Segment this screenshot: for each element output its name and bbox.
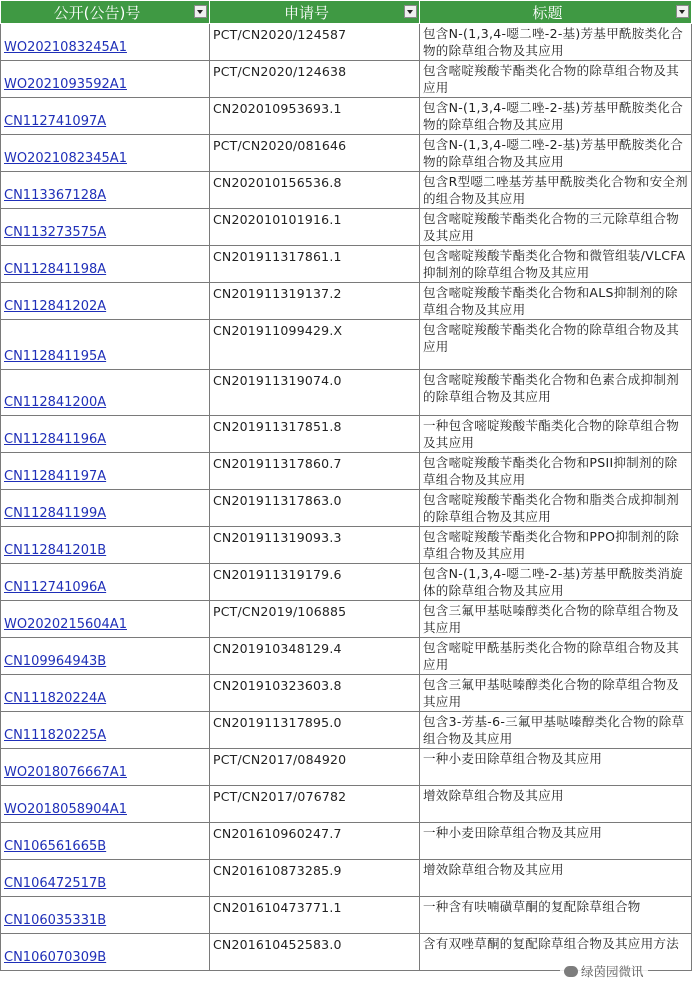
header-title: [420, 1, 692, 24]
table-row: [1, 416, 692, 453]
table-row: [1, 897, 692, 934]
pub-number-cell: [1, 675, 210, 712]
pub-number-link[interactable]: WO2021083245A1: [4, 40, 127, 55]
app-number-cell: CN202010156536.8: [210, 172, 420, 209]
title-cell: 包含R型噁二唑基芳基甲酰胺类化合物和安全剂的组合物及其应用: [420, 172, 692, 209]
pub-number-cell: [1, 370, 210, 416]
pub-number-cell: [1, 638, 210, 675]
title-cell: 包含N-(1,3,4-噁二唑-2-基)芳基甲酰胺类消旋体的除草组合物及其应用: [420, 564, 692, 601]
pub-number-cell: [1, 453, 210, 490]
table-row: [1, 453, 692, 490]
app-number-cell: CN201610452583.0: [210, 934, 420, 971]
title-cell: 包含三氟甲基哒嗪醇类化合物的除草组合物及其应用: [420, 675, 692, 712]
pub-number-cell: [1, 786, 210, 823]
pub-number-link[interactable]: CN113367128A: [4, 188, 107, 203]
title-cell: 增效除草组合物及其应用: [420, 786, 692, 823]
title-cell: 包含N-(1,3,4-噁二唑-2-基)芳基甲酰胺类化合物的除草组合物及其应用: [420, 98, 692, 135]
filter-dropdown-icon[interactable]: [194, 5, 207, 18]
table-row: [1, 675, 692, 712]
title-cell: 包含嘧啶甲酰基肟类化合物的除草组合物及其应用: [420, 638, 692, 675]
pub-number-link[interactable]: CN111820225A: [4, 728, 107, 743]
pub-number-link[interactable]: CN113273575A: [4, 225, 107, 240]
title-cell: 包含嘧啶羧酸苄酯类化合物和脂类合成抑制剂的除草组合物及其应用: [420, 490, 692, 527]
pub-number-link[interactable]: CN112841201B: [4, 543, 107, 558]
table-row: [1, 61, 692, 98]
pub-number-cell: [1, 601, 210, 638]
pub-number-link[interactable]: CN112841198A: [4, 262, 107, 277]
title-cell: 包含嘧啶羧酸苄酯类化合物和微管组装/VLCFA抑制剂的除草组合物及其应用: [420, 246, 692, 283]
title-cell: 包含嘧啶羧酸苄酯类化合物的除草组合物及其应用: [420, 320, 692, 370]
table-row: [1, 246, 692, 283]
table-row: [1, 823, 692, 860]
app-number-cell: CN201911317860.7: [210, 453, 420, 490]
pub-number-cell: [1, 24, 210, 61]
pub-number-link[interactable]: WO2021082345A1: [4, 151, 127, 166]
table-row: [1, 135, 692, 172]
app-number-cell: PCT/CN2020/124587: [210, 24, 420, 61]
pub-number-cell: [1, 934, 210, 971]
pub-number-link[interactable]: CN109964943B: [4, 654, 107, 669]
app-number-cell: PCT/CN2017/076782: [210, 786, 420, 823]
app-number-cell: CN201911317895.0: [210, 712, 420, 749]
pub-number-cell: [1, 416, 210, 453]
header-pub-label: 公开(公告)号: [53, 3, 141, 22]
pub-number-link[interactable]: WO2018058904A1: [4, 802, 127, 817]
wechat-icon: [564, 966, 578, 977]
app-number-cell: PCT/CN2017/084920: [210, 749, 420, 786]
pub-number-cell: [1, 135, 210, 172]
app-number-cell: CN201911317863.0: [210, 490, 420, 527]
table-row: [1, 601, 692, 638]
title-cell: 一种包含嘧啶羧酸苄酯类化合物的除草组合物及其应用: [420, 416, 692, 453]
app-number-cell: CN202010953693.1: [210, 98, 420, 135]
table-row: [1, 749, 692, 786]
app-number-cell: CN201911317851.8: [210, 416, 420, 453]
table-row: [1, 370, 692, 416]
pub-number-link[interactable]: CN112841196A: [4, 432, 107, 447]
app-number-cell: CN201910348129.4: [210, 638, 420, 675]
pub-number-link[interactable]: CN112841197A: [4, 469, 107, 484]
pub-number-cell: [1, 897, 210, 934]
title-cell: 包含3-芳基-6-三氟甲基哒嗪醇类化合物的除草组合物及其应用: [420, 712, 692, 749]
title-cell: 包含N-(1,3,4-噁二唑-2-基)芳基甲酰胺类化合物的除草组合物及其应用: [420, 135, 692, 172]
pub-number-link[interactable]: CN106561665B: [4, 839, 107, 854]
pub-number-cell: [1, 61, 210, 98]
title-cell: 包含嘧啶羧酸苄酯类化合物的除草组合物及其应用: [420, 61, 692, 98]
pub-number-cell: [1, 749, 210, 786]
app-number-cell: CN201911099429.X: [210, 320, 420, 370]
app-number-cell: CN202010101916.1: [210, 209, 420, 246]
pub-number-link[interactable]: CN112741096A: [4, 580, 107, 595]
pub-number-link[interactable]: WO2018076667A1: [4, 765, 127, 780]
table-row: [1, 24, 692, 61]
table-row: [1, 712, 692, 749]
table-row: [1, 98, 692, 135]
table-row: [1, 283, 692, 320]
pub-number-cell: [1, 490, 210, 527]
pub-number-cell: [1, 823, 210, 860]
table-row: [1, 786, 692, 823]
pub-number-cell: [1, 564, 210, 601]
pub-number-link[interactable]: WO2021093592A1: [4, 77, 127, 92]
pub-number-cell: [1, 172, 210, 209]
app-number-cell: CN201610473771.1: [210, 897, 420, 934]
pub-number-cell: [1, 283, 210, 320]
title-cell: 包含三氟甲基哒嗪醇类化合物的除草组合物及其应用: [420, 601, 692, 638]
pub-number-link[interactable]: CN112741097A: [4, 114, 107, 129]
table-row: [1, 860, 692, 897]
pub-number-link[interactable]: WO2020215604A1: [4, 617, 127, 632]
app-number-cell: CN201610960247.7: [210, 823, 420, 860]
title-cell: 一种小麦田除草组合物及其应用: [420, 749, 692, 786]
app-number-cell: CN201911319137.2: [210, 283, 420, 320]
pub-number-link[interactable]: CN112841195A: [4, 349, 107, 364]
header-row: [1, 1, 692, 24]
table-row: [1, 490, 692, 527]
title-cell: 一种小麦田除草组合物及其应用: [420, 823, 692, 860]
table-row: [1, 172, 692, 209]
filter-dropdown-icon[interactable]: [404, 5, 417, 18]
title-cell: 包含N-(1,3,4-噁二唑-2-基)芳基甲酰胺类化合物的除草组合物及其应用: [420, 24, 692, 61]
title-cell: 含有双唑草酮的复配除草组合物及其应用方法: [420, 934, 692, 971]
pub-number-cell: [1, 320, 210, 370]
app-number-cell: CN201911317861.1: [210, 246, 420, 283]
title-cell: 增效除草组合物及其应用: [420, 860, 692, 897]
pub-number-link[interactable]: CN112841200A: [4, 395, 107, 410]
title-cell: 包含嘧啶羧酸苄酯类化合物和ALS抑制剂的除草组合物及其应用: [420, 283, 692, 320]
title-cell: 包含嘧啶羧酸苄酯类化合物和PPO抑制剂的除草组合物及其应用: [420, 527, 692, 564]
pub-number-cell: [1, 98, 210, 135]
app-number-cell: CN201910323603.8: [210, 675, 420, 712]
pub-number-cell: [1, 860, 210, 897]
header-app-number: [210, 1, 420, 24]
pub-number-cell: [1, 712, 210, 749]
app-number-cell: CN201911319093.3: [210, 527, 420, 564]
pub-number-cell: [1, 527, 210, 564]
header-title-label: 标题: [532, 3, 563, 22]
app-number-cell: PCT/CN2020/124638: [210, 61, 420, 98]
table-row: [1, 527, 692, 564]
title-cell: 包含嘧啶羧酸苄酯类化合物和PSII抑制剂的除草组合物及其应用: [420, 453, 692, 490]
app-number-cell: CN201610873285.9: [210, 860, 420, 897]
watermark-text: 绿茵园微讯: [581, 964, 644, 979]
pub-number-link[interactable]: CN106035331B: [4, 913, 107, 928]
app-number-cell: PCT/CN2020/081646: [210, 135, 420, 172]
table-row: [1, 564, 692, 601]
pub-number-link[interactable]: CN106070309B: [4, 950, 107, 965]
title-cell: 包含嘧啶羧酸苄酯类化合物和色素合成抑制剂的除草组合物及其应用: [420, 370, 692, 416]
pub-number-cell: [1, 209, 210, 246]
header-app-label: 申请号: [283, 3, 329, 22]
title-cell: 一种含有呋喃磺草酮的复配除草组合物: [420, 897, 692, 934]
app-number-cell: CN201911319179.6: [210, 564, 420, 601]
pub-number-link[interactable]: CN112841202A: [4, 299, 107, 314]
table-row: [1, 209, 692, 246]
pub-number-link[interactable]: CN112841199A: [4, 506, 107, 521]
pub-number-link[interactable]: CN111820224A: [4, 691, 107, 706]
table-row: [1, 320, 692, 370]
app-number-cell: PCT/CN2019/106885: [210, 601, 420, 638]
watermark: [560, 960, 648, 982]
pub-number-cell: [1, 246, 210, 283]
filter-dropdown-icon[interactable]: [676, 5, 689, 18]
table-row: [1, 638, 692, 675]
pub-number-link[interactable]: CN106472517B: [4, 876, 107, 891]
header-pub-number: [1, 1, 210, 24]
app-number-cell: CN201911319074.0: [210, 370, 420, 416]
title-cell: 包含嘧啶羧酸苄酯类化合物的三元除草组合物及其应用: [420, 209, 692, 246]
